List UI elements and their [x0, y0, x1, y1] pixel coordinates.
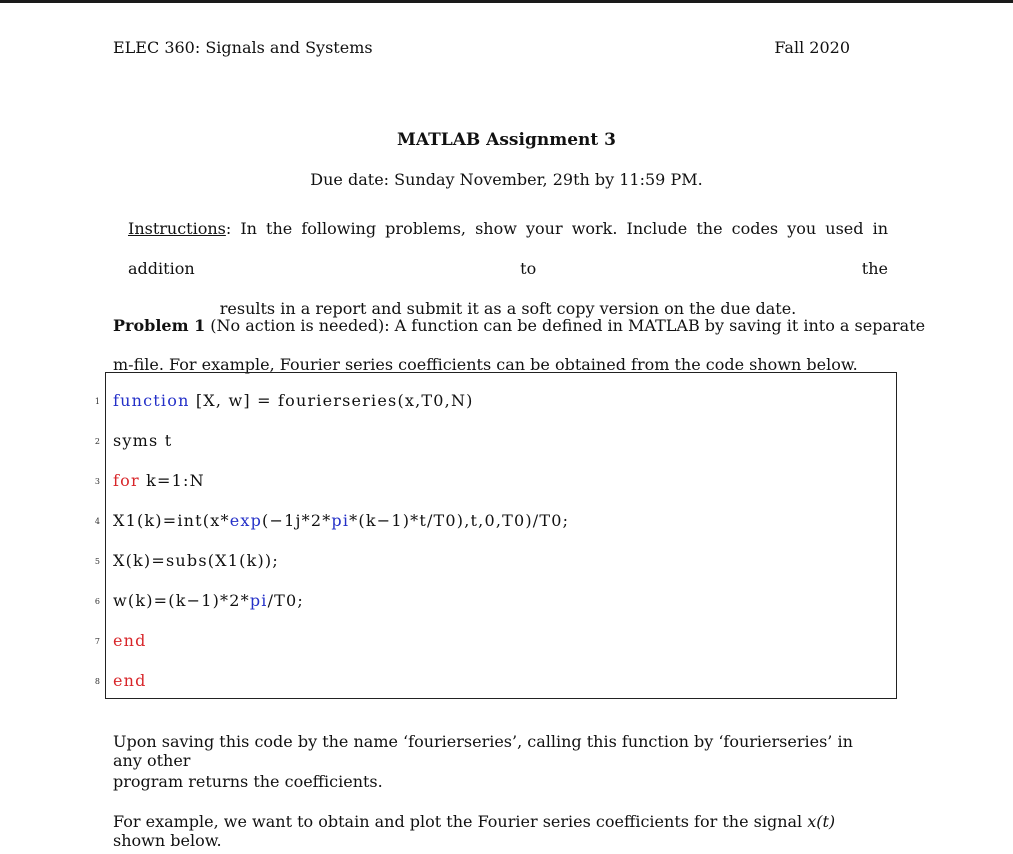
code-text: (−1j*2* [262, 511, 332, 530]
code-text: [X, w] = fourierseries(x,T0,N) [189, 391, 474, 410]
line-number: 7 [94, 637, 100, 646]
page-title: MATLAB Assignment 3 [397, 130, 616, 150]
keyword-function: function [113, 391, 190, 410]
code-text: w(k)=(k−1)*2* [113, 591, 250, 610]
keyword-exp: exp [229, 511, 263, 530]
instructions-label: Instructions [128, 219, 226, 238]
instructions-text-1: : In the following problems, show your work. Include the codes you used in addition to the [128, 219, 888, 278]
keyword-for: for [113, 471, 140, 490]
line-number: 1 [94, 397, 100, 406]
code-text: *(k−1)*t/T0),t,0,T0)/T0; [349, 511, 570, 530]
due-date: Due date: Sunday November, 29th by 11:59 PM. [310, 170, 703, 189]
course-header: ELEC 360: Signals and Systems [113, 38, 373, 57]
line-number: 5 [94, 557, 100, 566]
keyword-pi: pi [249, 591, 268, 610]
paragraph-usage-line-1: Upon saving this code by the name ‘fourierseries’, calling this function by ‘fourierseries’ in any other [113, 732, 853, 770]
keyword-pi: pi [331, 511, 350, 530]
line-number: 3 [94, 477, 100, 486]
code-line-4 [113, 511, 569, 530]
instructions-text-2: results in a report and submit it as a soft copy version on the due date. [219, 299, 797, 318]
line-number: 4 [94, 517, 100, 526]
instructions-line-1 [128, 209, 888, 289]
code-listing-box [105, 372, 897, 699]
problem-1-text-2: m-file. For example, Fourier series coefficients can be obtained from the code shown below. [113, 355, 858, 374]
paragraph-example [113, 812, 873, 850]
paragraph-usage-line-2: program returns the coefficients. [113, 772, 383, 791]
example-text: shown below. [113, 831, 222, 850]
signal-symbol: x(t) [807, 812, 836, 831]
code-text: k=1:N [139, 471, 205, 490]
problem-1-label: Problem 1 [113, 316, 206, 335]
code-line-8: end [113, 671, 147, 690]
code-line-7: end [113, 631, 147, 650]
code-text: /T0; [267, 591, 305, 610]
code-line-2: syms t [113, 431, 173, 450]
line-number: 6 [94, 597, 100, 606]
top-rule [0, 0, 1013, 3]
term-header: Fall 2020 [774, 38, 850, 57]
code-line-6 [113, 591, 304, 610]
example-text: For example, we want to obtain and plot the Fourier series coefficients for the signal [113, 812, 808, 831]
line-number: 2 [94, 437, 100, 446]
code-line-5: X(k)=subs(X1(k)); [113, 551, 279, 570]
code-line-3 [113, 471, 205, 490]
code-line-1 [113, 391, 474, 410]
line-number: 8 [94, 677, 100, 686]
code-text: X1(k)=int(x* [113, 511, 230, 530]
problem-1-text-1: (No action is needed): A function can be defined in MATLAB by saving it into a separate [205, 316, 926, 335]
problem-1-line-1 [113, 306, 926, 345]
